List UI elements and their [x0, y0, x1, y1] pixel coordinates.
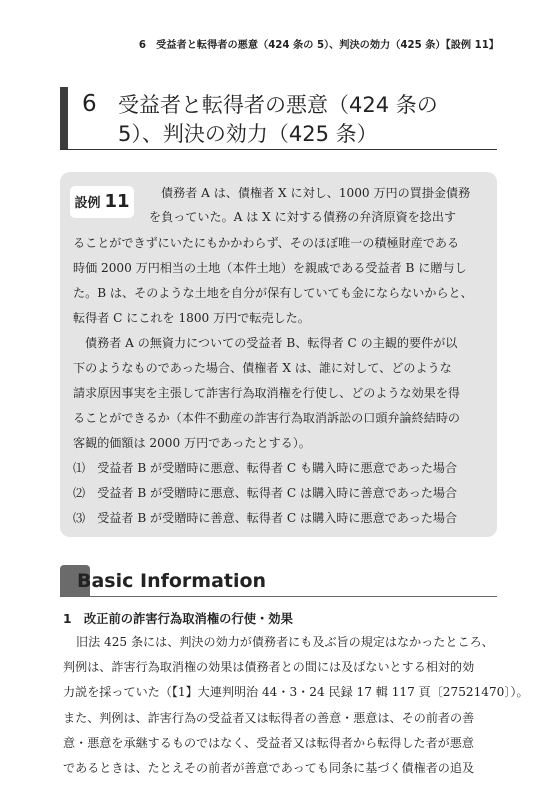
- problem-box: [60, 172, 497, 537]
- section-title: Basic Information: [77, 570, 267, 592]
- problem-line: 客観的価額は 2000 万円であったとする）。: [73, 436, 311, 450]
- section-rule: [60, 596, 497, 597]
- problem-case: ⑴ 受益者 B が受贈時に悪意、転得者 C も購入時に悪意であった場合: [73, 461, 458, 475]
- problem-line: を負っていた。A は X に対する債務の弁済原資を捻出す: [149, 210, 457, 224]
- problem-label-text: 設例: [74, 196, 101, 211]
- problem-case: ⑶ 受益者 B が受贈時に善意、転得者 C は購入時に悪意であった場合: [73, 511, 458, 525]
- problem-case: ⑵ 受益者 B が受贈時に悪意、転得者 C は購入時に善意であった場合: [73, 486, 458, 500]
- chapter-title-line: 受益者と転得者の悪意（424 条の: [118, 93, 438, 117]
- problem-line: 下のようなものであった場合、債権者 X は、誰に対して、どのような: [73, 361, 452, 375]
- chapter-title: [118, 91, 493, 149]
- body-line: また、判例は、詐害行為の受益者又は転得者の善意・悪意は、その前者の善: [63, 711, 475, 725]
- problem-line: ることができずにいたにもかかわらず、そのほぼ唯一の積極財産である: [73, 236, 460, 250]
- subsection-title: 1 改正前の詐害行為取消権の行使・効果: [63, 612, 293, 626]
- body-line: 判例は、詐害行為取消権の効果は債務者との間には及ばないとする相対的効: [63, 660, 475, 674]
- problem-line: 債務者 A は、債権者 X に対し、1000 万円の買掛金債務: [161, 186, 471, 200]
- problem-line: 債務者 A の無資力についての受益者 B、転得者 C の主観的要件が以: [85, 336, 458, 350]
- body-line: 旧法 425 条には、判決の効力が債務者にも及ぶ旨の規定はなかったところ、: [76, 635, 494, 649]
- chapter-bar: [60, 87, 68, 149]
- problem-line: た。B は、そのような土地を自分が保有していても金にならないからと、: [73, 286, 473, 300]
- running-header: 6 受益者と転得者の悪意（424 条の 5）、判決の効力（425 条）【設例 11】: [138, 40, 499, 51]
- problem-line: 時価 2000 万円相当の土地（本件土地）を親戚である受益者 B に贈与し: [73, 261, 467, 275]
- problem-line: 転得者 C にこれを 1800 万円で転売した。: [73, 311, 310, 325]
- problem-line: ることができるか（本件不動産の詐害行為取消訴訟の口頭弁論終結時の: [73, 411, 461, 425]
- chapter-title-line: 5）、判決の効力（425 条）: [118, 122, 378, 146]
- body-line: 意・悪意を承継するものではなく、受益者又は転得者から転得した者が悪意: [63, 736, 474, 750]
- problem-number: 11: [104, 191, 130, 212]
- body-line: であるときは、たとえその前者が善意であっても同条に基づく債権者の追及: [63, 761, 475, 775]
- body-line: 力説を採っていた（【1】大連判明治 44・3・24 民録 17 輯 117 頁〔27521470〕）。: [63, 685, 529, 699]
- chapter-heading: [60, 87, 497, 150]
- problem-line: 請求原因事実を主張して詐害行為取消権を行使し、どのような効果を得: [73, 386, 461, 400]
- problem-label: [70, 186, 134, 218]
- chapter-number: 6: [82, 91, 97, 117]
